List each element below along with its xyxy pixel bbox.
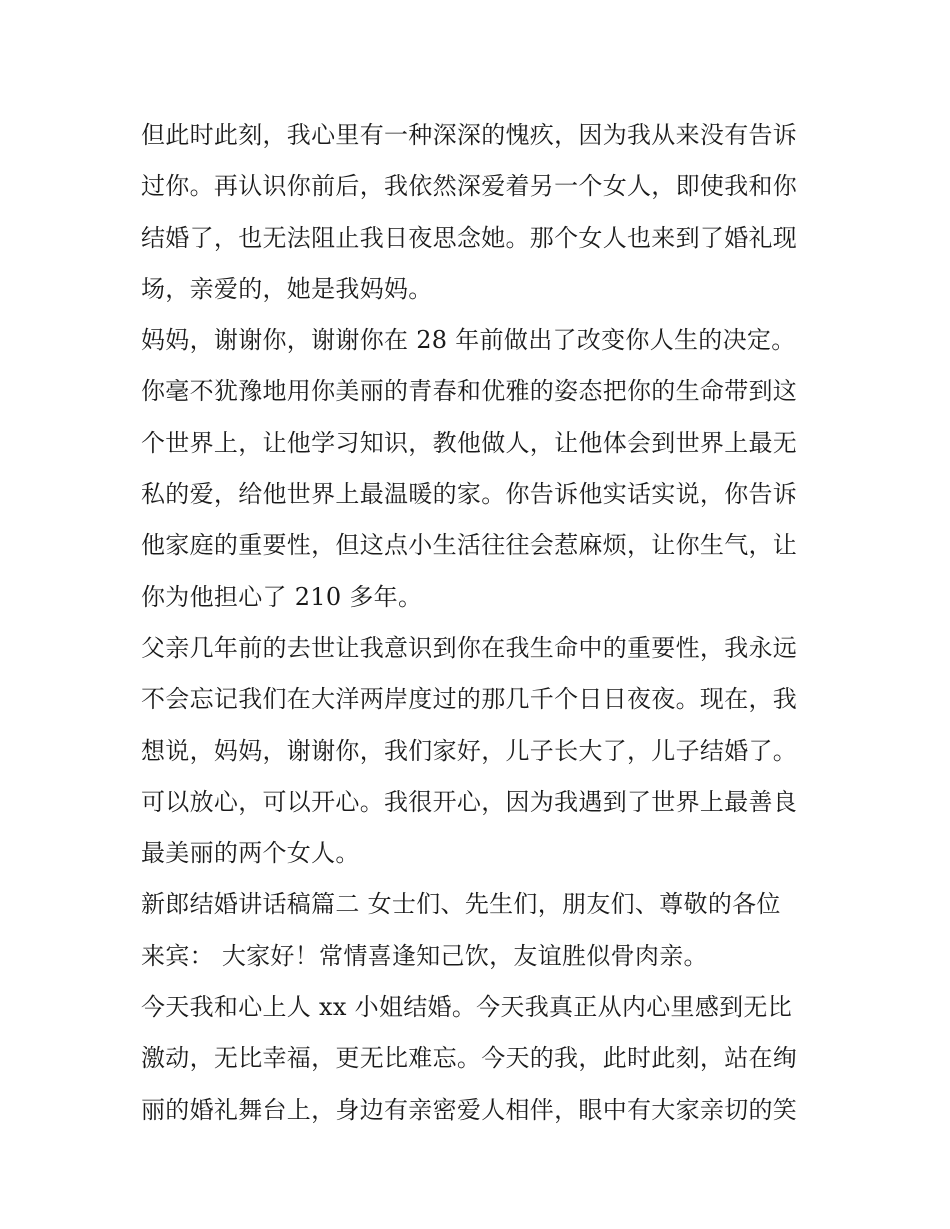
text-line: 个世界上，让他学习知识，教他做人，让他体会到世界上最无 bbox=[141, 428, 798, 457]
text-line: 不会忘记我们在大洋两岸度过的那几千个日日夜夜。现在，我 bbox=[141, 685, 798, 714]
text-line: 他家庭的重要性，但这点小生活往往会惹麻烦，让你生气，让 bbox=[141, 531, 798, 560]
text-line: 父亲几年前的去世让我意识到你在我生命中的重要性，我永远 bbox=[141, 633, 798, 662]
text-line: 可以放心，可以开心。我很开心，因为我遇到了世界上最善良 bbox=[141, 787, 798, 816]
text-line: 新郎结婚讲话稿篇二 女士们、先生们，朋友们、尊敬的各位 bbox=[141, 890, 781, 919]
text-line: 私的爱，给他世界上最温暖的家。你告诉他实话实说，你告诉 bbox=[141, 480, 798, 509]
text-line: 最美丽的两个女人。 bbox=[141, 839, 360, 868]
document-body bbox=[141, 110, 813, 1136]
text-line: 结婚了，也无法阻止我日夜思念她。那个女人也来到了婚礼现 bbox=[141, 223, 798, 252]
text-line: 但此时此刻，我心里有一种深深的愧疚，因为我从来没有告诉 bbox=[141, 121, 798, 149]
text-line: 妈妈，谢谢你，谢谢你在 28 年前做出了改变你人生的决定。 bbox=[141, 326, 796, 355]
text-line: 今天我和心上人 xx 小姐结婚。今天我真正从内心里感到无比 bbox=[141, 993, 793, 1022]
text-line: 场，亲爱的，她是我妈妈。 bbox=[141, 274, 433, 303]
text-line: 你为他担心了 210 多年。 bbox=[141, 582, 423, 611]
text-line: 丽的婚礼舞台上，身边有亲密爱人相伴，眼中有大家亲切的笑 bbox=[141, 1095, 798, 1124]
text-line: 过你。再认识你前后，我依然深爱着另一个女人，即使我和你 bbox=[141, 172, 798, 201]
text-line: 想说，妈妈，谢谢你，我们家好，儿子长大了，儿子结婚了。 bbox=[141, 736, 798, 765]
text-line: 激动，无比幸福，更无比难忘。今天的我，此时此刻，站在绚 bbox=[141, 1044, 798, 1073]
text-line: 来宾： 大家好！常情喜逢知己饮，友谊胜似骨肉亲。 bbox=[141, 941, 708, 970]
text-line: 你毫不犹豫地用你美丽的青春和优雅的姿态把你的生命带到这 bbox=[141, 377, 798, 406]
